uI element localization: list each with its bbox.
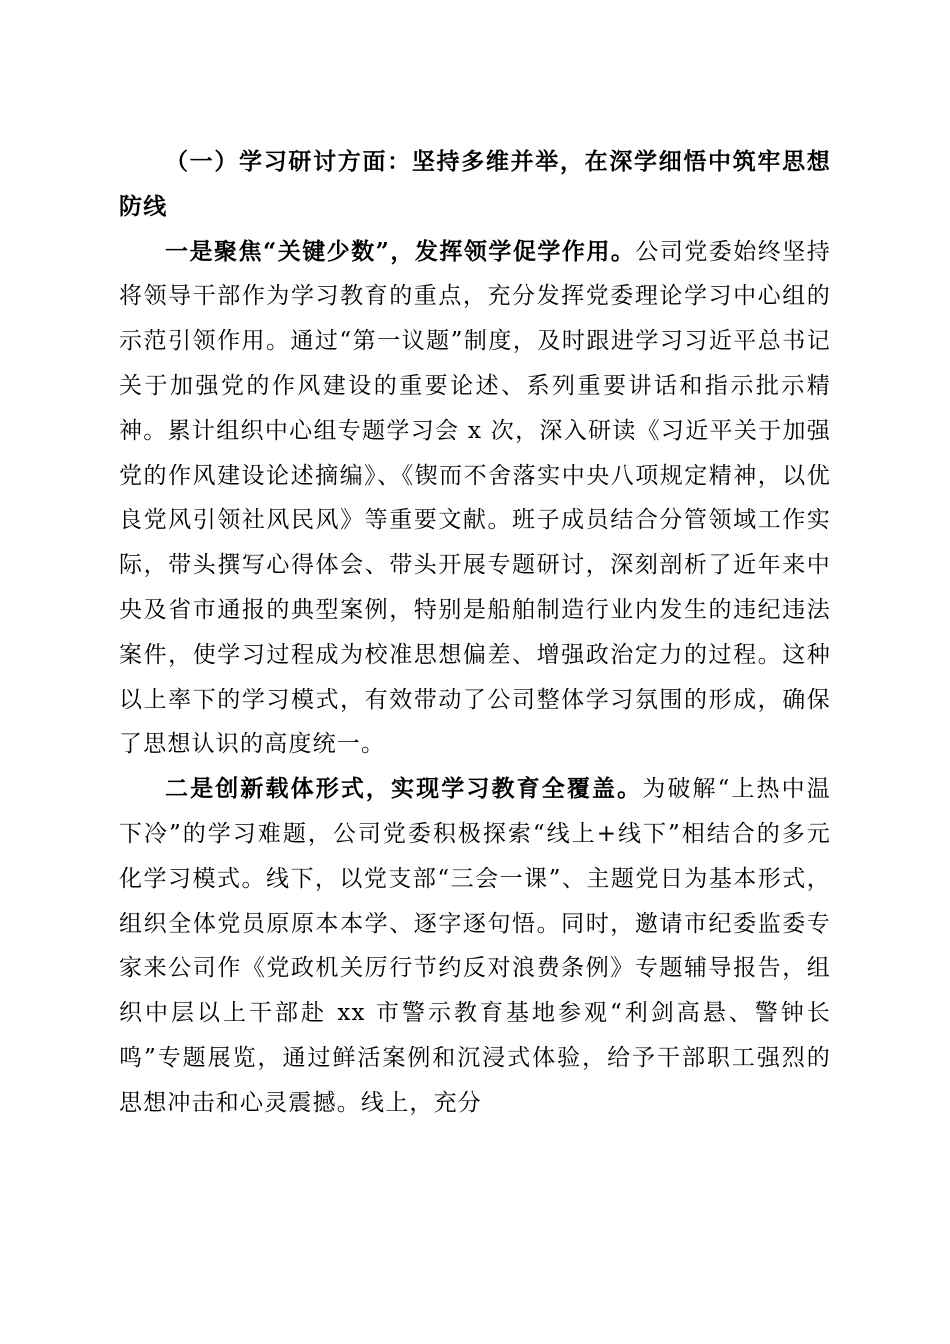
- section-heading: （一）学习研讨方面：坚持多维并举，在深学细悟中筑牢思想防线: [119, 148, 831, 220]
- paragraph-lead: 二是创新载体形式，实现学习教育全覆盖。: [165, 775, 643, 803]
- paragraph-body: 为破解“上热中温下冷”的学习难题，公司党委积极探索“线上+线下”相结合的多元化学习模式。线下，以党支部“三会一课”、主题党日为基本形式，组织全体党员原原本本学、逐字逐句悟。同时，邀请市纪委监委专家来公司作《党政机关厉行节约反对浪费条例》专题辅导报告，组织中层以上干部赴 xx 市警示教育基地参观“利剑高悬、警钟长鸣”专题展览，通过鲜活案例和沉浸式体验，给予干部职工强烈的思想冲击和心灵震撼。线上，充分: [119, 776, 831, 1116]
- document-page: [119, 140, 831, 1126]
- paragraph-innovative-carriers: [119, 767, 831, 1125]
- paragraph-body: 公司党委始终坚持将领导干部作为学习教育的重点，充分发挥党委理论学习中心组的示范引领作用。通过“第一议题”制度，及时跟进学习习近平总书记关于加强党的作风建设的重要论述、系列重要讲话和指示批示精神。累计组织中心组专题学习会 x 次，深入研读《习近平关于加强党的作风建设论述摘编》、《锲而不舍落实中央八项规定精神，以优良党风引领社风民风》等重要文献。班子成员结合分管领域工作实际，带头撰写心得体会、带头开展专题研讨，深刻剖析了近年来中央及省市通报的典型案例，特别是船舶制造行业内发生的违纪违法案件，使学习过程成为校准思想偏差、增强政治定力的过程。这种以上率下的学习模式，有效带动了公司整体学习氛围的形成，确保了思想认识的高度统一。: [119, 238, 831, 758]
- paragraph-leadership-study: [119, 230, 831, 768]
- paragraph-lead: 一是聚焦“关键少数”，发挥领学促学作用。: [165, 237, 636, 265]
